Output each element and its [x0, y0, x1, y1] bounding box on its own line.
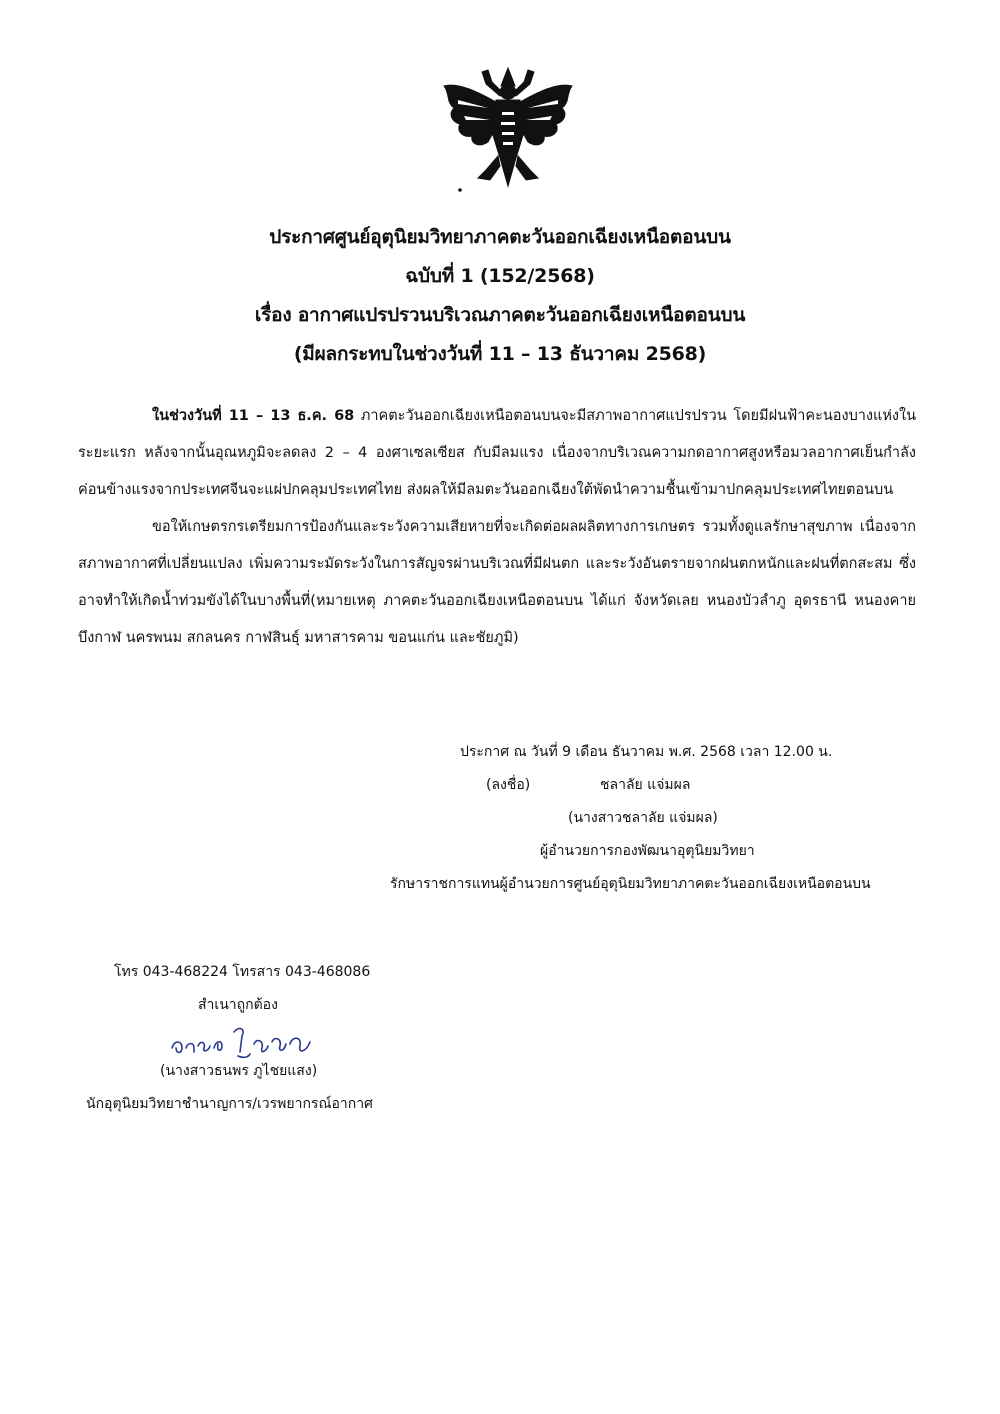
paragraph-1-lead: ในช่วงวันที่ 11 – 13 ธ.ค. 68: [152, 408, 355, 424]
certified-copy-label: สำเนาถูกต้อง: [198, 997, 278, 1013]
title-block: [0, 218, 1000, 374]
announcement-issue: ฉบับที่ 1 (152/2568): [405, 265, 595, 287]
announcement-body: [78, 398, 916, 657]
paragraph-1-text: ภาคตะวันออกเฉียงเหนือตอนบนจะมีสภาพอากาศแปรปรวน โดยมีฝนฟ้าคะนองบางแห่งในระยะแรก หลังจากนั้นอุณหภูมิจะลดลง 2 – 4 องศาเซลเซียส กับมีลมแรง เนื่องจากบริเวณความกดอากาศสูงหรือมวลอากาศเย็นกำลังค่อนข้างแรงจากประเทศจีนจะแผ่ปกคลุมประเทศไทย ส่งผลให้มีลมตะวันออกเฉียงใต้พัดนำความชื้นเข้ามาปกคลุมประเทศไทยตอนบน: [78, 408, 916, 498]
handwritten-signature: [168, 1018, 318, 1060]
effect-period: (มีผลกระทบในช่วงวันที่ 11 – 13 ธันวาคม 2568): [293, 343, 707, 365]
announcement-subject: เรื่อง อากาศแปรปรวนบริเวณภาคตะวันออกเฉียงเหนือตอนบน: [254, 304, 746, 326]
signer-acting-title: รักษาราชการแทนผู้อำนวยการศูนย์อุตุนิยมวิทยาภาคตะวันออกเฉียงเหนือตอนบน: [390, 876, 871, 892]
paragraph-2: ขอให้เกษตรกรเตรียมการป้องกันและระวังความเสียหายที่จะเกิดต่อผลผลิตทางการเกษตร รวมทั้งดูแลรักษาสุขภาพ เนื่องจากสภาพอากาศที่เปลี่ยนแปลง เพิ่มความระมัดระวังในการสัญจรผ่านบริเวณที่มีฝนตก และระวังอันตรายจากฝนตกหนักและฝนที่ตกสะสม ซึ่งอาจทำให้เกิดน้ำท่วมขังได้ในบางพื้นที่(หมายเหตุ ภาคตะวันออกเฉียงเหนือตอนบน ได้แก่ จังหวัดเลย หนองบัวลำภู อุดรธานี หนองคาย บึงกาฬ นครพนม สกลนคร กาฬสินธุ์ มหาสารคาม ขอนแก่น และชัยภูมิ): [78, 519, 916, 646]
contact-numbers: โทร 043-468224 โทรสาร 043-468086: [114, 964, 371, 980]
certifier-name: (นางสาวธนพร ภูไชยแสง): [160, 1063, 318, 1079]
certifier-position: นักอุตุนิยมวิทยาชำนาญการ/เวรพยากรณ์อากาศ: [86, 1096, 373, 1112]
signature-block: [390, 736, 910, 901]
signed-label: (ลงชื่อ): [486, 777, 531, 793]
signed-row: [390, 769, 910, 802]
announced-date-row: [390, 736, 910, 769]
position-row: [390, 835, 910, 868]
paragraph-1: [78, 398, 916, 509]
acting-row: [390, 868, 910, 901]
announced-date: ประกาศ ณ วันที่ 9 เดือน ธันวาคม พ.ศ. 2568 เวลา 12.00 น.: [460, 744, 833, 760]
certifier-position-row: [86, 1088, 486, 1121]
announcement-title: ประกาศศูนย์อุตุนิยมวิทยาภาคตะวันออกเฉียงเหนือตอนบน: [269, 226, 731, 248]
contact-row: [86, 956, 486, 989]
full-name-row: [390, 802, 910, 835]
signer-full-name: (นางสาวชลาลัย แจ่มผล): [568, 810, 718, 826]
garuda-emblem-icon: [438, 62, 578, 197]
signer-position: ผู้อำนวยการกองพัฒนาอุตุนิยมวิทยา: [540, 843, 755, 859]
signed-name: ชลาลัย แจ่มผล: [600, 777, 691, 793]
